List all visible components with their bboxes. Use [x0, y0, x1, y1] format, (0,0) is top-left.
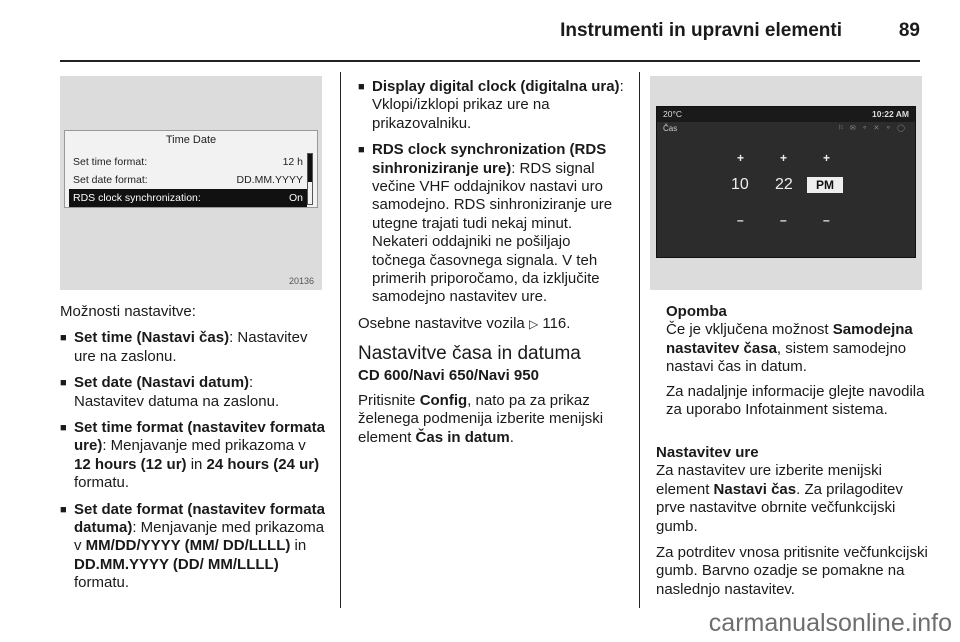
- temperature: 20°C: [663, 109, 682, 119]
- subsection-title: Nastavitev ure: [656, 444, 759, 461]
- column-3-body: [656, 444, 930, 607]
- column-divider-1: [340, 72, 341, 608]
- clock: 10:22 AM: [871, 109, 909, 119]
- desc: : Menjavanje med prikazoma v: [102, 437, 306, 455]
- term: Nastavi čas: [713, 480, 797, 498]
- ref-text: Osebne nastavitve vozila: [358, 314, 529, 332]
- minus-icon: –: [737, 213, 744, 227]
- page-number: 89: [898, 20, 920, 41]
- column-3: [666, 303, 930, 431]
- minute-value: 22: [775, 176, 793, 193]
- desc: : Vklopi/izklopi prikaz ure na prikazovalniku.: [372, 78, 624, 132]
- page-header: [0, 0, 960, 62]
- term: RDS clock synchronization (RDS sinhroniziranje ure): [372, 141, 607, 177]
- scrollbar-thumb: [308, 154, 312, 182]
- list-item: [60, 374, 326, 411]
- column-2: [358, 78, 626, 455]
- menu-row-date-format: [69, 171, 307, 189]
- term: DD.MM.YYYY (DD/ MM/LLLL): [74, 555, 279, 573]
- list-item: [60, 501, 326, 593]
- status-icons: ⚐ ✉ ⚬ ✕ ⚬ ◯: [837, 125, 907, 132]
- figure-id: 20136: [288, 276, 314, 286]
- ampm-value: PM: [807, 177, 843, 193]
- desc: in: [186, 455, 207, 473]
- text: , sistem samodejno nastavi čas in datum.: [666, 339, 907, 376]
- row-label: RDS clock synchronization:: [73, 192, 201, 204]
- term: Set date format (nastavitev formata datuma): [74, 500, 325, 537]
- menu-row-rds-sync: [69, 189, 307, 207]
- row-value: On: [288, 192, 303, 204]
- options-list: [60, 329, 326, 592]
- watermark: carmanualsonline.info: [708, 609, 952, 637]
- text: . Za prilagoditev prve nastavitve obrnite večfunkcijski gumb.: [656, 480, 903, 535]
- term: 12 hours (12 ur): [74, 455, 187, 473]
- status-bar: [657, 107, 915, 122]
- plus-icon: +: [737, 151, 745, 165]
- term: 24 hours (24 ur): [206, 455, 320, 473]
- clock-setting-figure: [650, 76, 922, 290]
- panel-title: Time Date: [165, 134, 217, 146]
- term: Set time format (nastavitev formata ure): [74, 419, 325, 455]
- term: Config: [419, 391, 468, 409]
- list-item: [60, 329, 326, 366]
- term: Samodejna nastavitev časa: [666, 321, 913, 357]
- text: Za nastavitev ure izberite menijski element: [656, 462, 882, 498]
- plus-icon: +: [780, 151, 788, 165]
- note-box: [666, 303, 930, 419]
- text: Pritisnite: [358, 391, 420, 409]
- ref-page: 116.: [538, 314, 571, 332]
- note-title: Opomba: [666, 303, 727, 320]
- time-date-panel: [64, 130, 318, 208]
- column-1: [60, 303, 326, 601]
- screen-title: Čas: [663, 124, 678, 133]
- row-value: DD.MM.YYYY: [236, 174, 303, 186]
- note-text: Za nadaljnje informacije glejte navodila za uporabo Infotainment sistema.: [666, 382, 925, 419]
- term: Set time (Nastavi čas): [74, 329, 230, 347]
- header-rule: [60, 60, 920, 62]
- section-title: Instrumenti in upravni elementi: [560, 20, 842, 41]
- paragraph: [358, 392, 626, 447]
- hour-value: 10: [731, 176, 749, 193]
- paragraph: [656, 462, 930, 536]
- page-ref-icon: ▷: [528, 316, 539, 331]
- term: Čas in datum: [415, 428, 510, 446]
- desc: : Nastavitev ure na zaslonu.: [74, 329, 308, 365]
- note-text: [666, 321, 930, 376]
- menu-row-time-format: [69, 153, 307, 171]
- list-item: [358, 141, 626, 307]
- time-date-menu-figure: [60, 76, 322, 290]
- infotainment-screen: [656, 106, 916, 258]
- row-label: Set time format:: [73, 156, 148, 168]
- model-subheading: CD 600/Navi 650/Navi 950: [358, 367, 539, 385]
- options-intro: Možnosti nastavitve:: [60, 303, 196, 320]
- scrollbar: [307, 153, 313, 205]
- section-heading: Nastavitve časa in datuma: [358, 343, 581, 365]
- text: , nato pa za prikaz želenega podmenija izberite menijski element: [358, 391, 604, 446]
- list-item: [60, 419, 326, 493]
- desc: in: [290, 537, 307, 555]
- desc: : Nastavitev datuma na zaslonu.: [74, 374, 280, 410]
- column-divider-2: [639, 72, 640, 608]
- term: MM/DD/YYYY (MM/ DD/LLLL): [85, 537, 291, 555]
- term: Display digital clock (digitalna ura): [372, 78, 620, 95]
- options-list-cont: [358, 78, 626, 307]
- desc: : RDS signal večine VHF oddajnikov nastavi uro samodejno. RDS sinhroniziranje ure utegne trajati tudi nekaj minut. Nekateri oddajniki ne pošiljajo točnega časovnega signala. V teh primerih priporočamo, da izključite samodejno nastavitev ure.: [372, 159, 613, 306]
- plus-icon: +: [823, 151, 831, 165]
- list-item: [358, 78, 626, 133]
- text: Če je vključena možnost: [666, 321, 833, 339]
- text: .: [509, 428, 514, 446]
- desc: formatu.: [74, 574, 130, 592]
- term: Set date (Nastavi datum): [74, 374, 250, 392]
- paragraph: Za potrditev vnosa pritisnite večfunkcijski gumb. Barvno ozadje se pomakne na naslednjo nastavitev.: [656, 544, 928, 598]
- minus-icon: –: [823, 213, 830, 227]
- row-label: Set date format:: [73, 174, 148, 186]
- minus-icon: –: [780, 213, 787, 227]
- desc: : Menjavanje med prikazoma v: [74, 519, 325, 555]
- row-value: 12 h: [282, 156, 303, 168]
- cross-reference: [358, 315, 626, 333]
- desc: formatu.: [74, 474, 130, 492]
